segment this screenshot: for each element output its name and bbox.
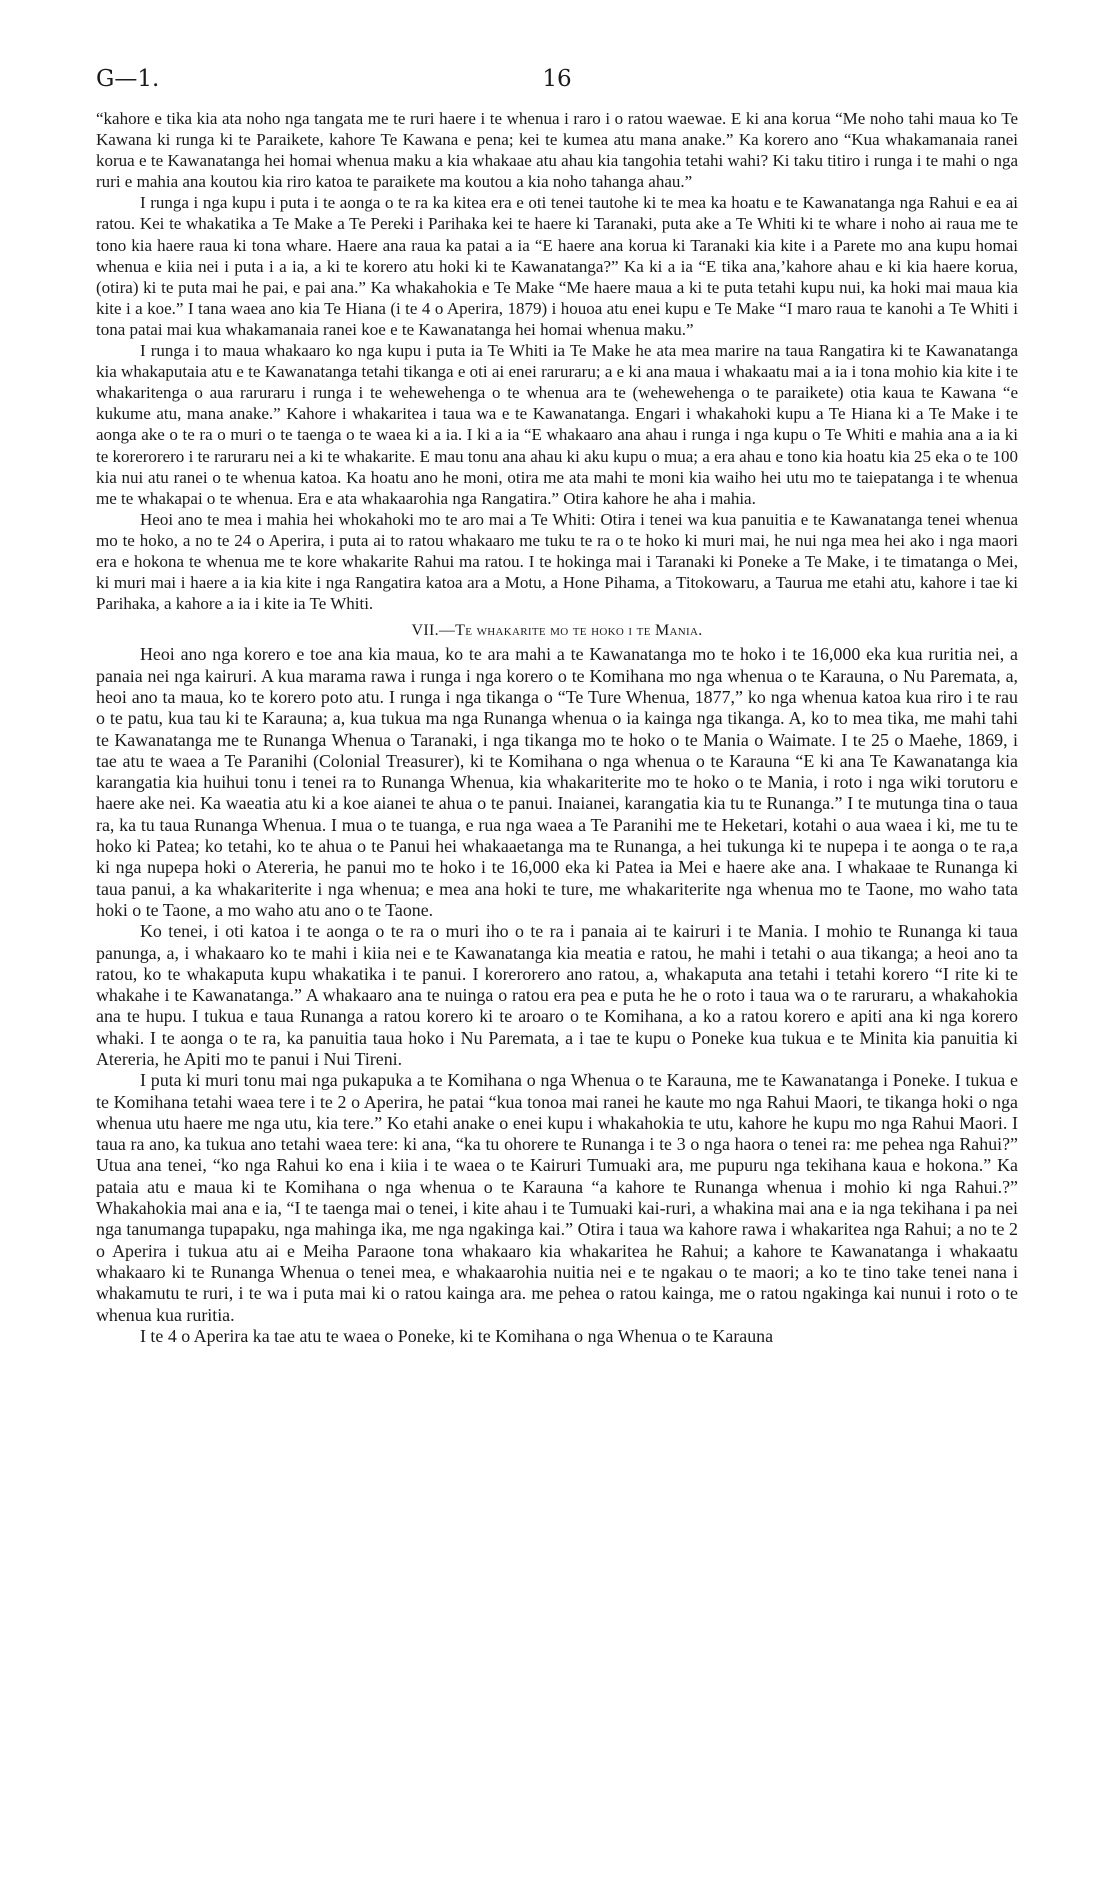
paragraph: Ko tenei, i oti katoa i te aonga o te ra o muri iho o te ra i panaia ai te kairuri i te Mania. I mohio te Runanga ki taua panunga, a, i whakaaro ko te mahi i kiia nei e te Kawanatanga kia meatia e ratou, he mahi i tetahi o aua tikanga; a heoi ano ta ratou, ko te whakaputa kupu whakatika i te panui. I korerorero ano ratou, a, whakaputa ana tetahi i tetahi korero “I rite ki te whakahe i te Kawanatanga.” A whakaaro ana te nuinga o ratou era pea e puta he he o roto i taua wa o te raruraru, a whakahokia ana te hupu. I tukua e taua Runanga a ratou korero ki te aroaro o te Komihana, a ko a ratou korero e apiti ana ki nga korero whaki. I te aonga o te ra, ka panuitia taua hoko i Nu Paremata, a i tae te kupu o Poneke kua tukua e te Minita kia panuitia ki Atereria, he Apiti mo te panui i Nui Tireni. bbox=[96, 921, 1018, 1069]
section-heading: VII.—Te whakarite mo te hoko i te Mania. bbox=[411, 622, 703, 640]
paragraph: Heoi ano te mea i mahia hei whokahoki mo te aro mai a Te Whiti: Otira i tenei wa kua panuitia e te Kawanatanga tenei whenua mo te hoko, a no te 24 o Aperira, i puta ai to ratou whakaaro me tuku te ra o te hoko ki muri mai, he nui nga mea hei ako i nga maori era e hokona te whenua me te kore whakarite Rahui ma ratou. I te hokinga mai i Taranaki ki Poneke a Te Make, i te timatanga o Mei, ki muri mai i haere a ia kia kite i nga Rangatira katoa ara a Motu, a Hone Pihama, a Titokowaru, a Taurua me etahi atu, kahore i tae ki Parihaka, a kahore a ia i kite ia Te Whiti. bbox=[96, 509, 1018, 614]
document-code: G—1. bbox=[96, 66, 160, 92]
page-header bbox=[96, 66, 1018, 96]
paragraph: I te 4 o Aperira ka tae atu te waea o Poneke, ki te Komihana o nga Whenua o te Karauna bbox=[140, 1325, 774, 1346]
paragraph: I puta ki muri tonu mai nga pukapuka a te Komihana o nga Whenua o te Karauna, me te Kawanatanga i Poneke. I tukua e te Komihana tetahi waea tere i te 2 o Aperira, he patai “kua tonoa mai ranei he kaute mo nga Rahui Maori, te tikanga hoki o nga whenua utu haere me nga utu, kia tere.” Ko etahi anake o enei kupu i whakahokia te utu, kahore he kupu mo nga Rahui Maori. I taua ra ano, ka tukua ano tetahi waea tere: ki ana, “ka tu ohorere te Runanga i te 3 o nga haora o tenei ra: me pehea nga Rahui?” Utua ana tenei, “ko nga Rahui ko ena i kiia i te waea o te Kairuri Tumuaki ara, me pupuru nga tekihana kaua e hokona.” Ka pataia atu e maua ki te Komihana o nga whenua o te Karauna “a kahore te Runanga whenua i mohio ki nga Rahui.?” Whakahokia mai ana e ia, “I te taenga mai o tenei, i kite ahau i te Tumuaki kai-ruri, a whakina mai ana e ia nga tekihana i pa nei nga tanumanga tupapaku, nga mahinga ika, me nga ngakinga kai.” Otira i taua wa kahore rawa i whakaritea nga Rahui; a no te 2 o Aperira i tukua atu ai e Meiha Paraone tona whakaaro kia whakaritea he Rahui; a kahore te Kawanatanga i whakaatu whakaaro ki te Runanga Whenua o tenei mea, e whakaarohia nuitia nei e te ngakau o te maori; a ko te tino take tenei nana i whakamutu te ruri, i te wa i puta mai ki o ratou kainga ara. me pehea o ratou kainga, me o ratou ngakinga kai nunui i roto o te whenua kua ruritia. bbox=[96, 1070, 1018, 1325]
body-text bbox=[96, 108, 1018, 1347]
paragraph: Heoi ano nga korero e toe ana kia maua, ko te ara mahi a te Kawanatanga mo te hoko i te 16,000 eka kua ruritia nei, a panaia nei nga kairuri. A kua marama rawa i runga i nga korero o te Komihana mo nga whenua o te Karauna, o Nu Paremata, a, heoi ano ta maua, ko te korero poto atu. I runga i nga tikanga o “Te Ture Whenua, 1877,” ko nga whenua katoa kua riro i te rau o te patu, kua tau ki te Karauna; a, kua tukua ma nga Runanga whenua o ia kainga nga tikanga. A, ko to mea tika, me mahi tahi te Kawanatanga me te Runanga Whenua o Taranaki, i nga tikanga mo te hoko o te Mania o Waimate. I te 25 o Maehe, 1869, i tae atu te waea a Te Paranihi (Colonial Treasurer), ki te Komihana o nga whenua o te Karauna “E ki ana Te Kawanatanga kia karangatia kia huihui tonu i tenei ra to Runanga Whenua, kia whakariterite mo te hoko o te Mania, i roto i nga wiki torutoru e haere ake nei. Ka waeatia atu ki a koe aianei te ahua o te panui. Inaianei, karangatia kia tu te Runanga.” I te mutunga tina o taua ra, ka tu taua Runanga Whenua. I mua o te tuanga, e rua nga waea a Te Paranihi me te Heketari, kotahi o aua waea i ki, me tu te hoko ki Patea; ko tetahi, ko te ahua o te Panui hei whakaaetanga ma te Runanga, a hei tukunga ki te nupepa i te aonga o te ra,a ki nga nupepa hoki o Atereria, he panui mo te hoko i te 16,000 eka ki Patea ia Mei e haere ake ana. I whakaae te Runanga ki taua panui, a ka whakariterite i nga whenua; e mea ana hoki te ture, me whakariterite nga whenua mo te Taone, mo waho tata hoki o te Taone, a mo waho atu ano o te Taone. bbox=[96, 644, 1018, 920]
paragraph: I runga i nga kupu i puta i te aonga o te ra ka kitea era e oti tenei tautohe ki te mea ka hoatu e te Kawanatanga nga Rahui e ea ai ratou. Kei te whakatika a Te Make a Te Pereki i Parihaka kei te haere ki Taranaki, puta ake a Te Whiti ki te whare i noho ai raua me te tono kia haere raua ki tona whare. Haere ana raua ka patai a ia “E haere ana korua ki Taranaki kia kite i a Parete mo ana kupu homai whenua e kiia nei i puta i a ia, a ki te korero atu hoki ki te Kawanatanga?” Ka ki a ia “E tika ana,’kahore ahau e ki kia haere korua, (otira) ki te puta mai he pai, e pai ana.” Ka whakahokia e Te Make “Me haere maua a ki te puta tetahi kupu nui, ka hoki mai maua kia kite i a koe.” I tana waea ano kia Te Hiana (i te 4 o Aperira, 1879) i houoa atu enei kupu e Te Make “I maro raua te kanohi a Te Whiti i tona patai mai kua whakamanaia ranei koe e te Kawanatanga hei homai whenua maku.” bbox=[96, 193, 1018, 339]
paragraph: I runga i to maua whakaaro ko nga kupu i puta ia Te Whiti ia Te Make he ata mea marire na taua Rangatira ki te Kawanatanga kia whakaputaia atu e te Kawanatanga tetahi tikanga e oti ai enei raruraru; a e ki ana maua i whakaatu mai a ia i tona mohio kia kite i te whakaritenga o aua raruraru i runga i te wehewehenga o te whenua ara te (wehewehenga o te paraikete) otia kaua te Kawana “e kukume atu, mana anake.” Kahore i whakaritea i taua wa e te Kawanatanga. Engari i whakahoki kupu a Te Hiana ki a Te Make i te aonga ake o te ra o muri o te taenga o te waea ki a ia. I ki a ia “E whakaaro ana ahau i runga i nga kupu o Te Whiti e mahia ana a ia ki te korerorero i te raruraru nei a ki te whakarite. E mau tonu ana ahau ki aku kupu o mua; a era ahau e tono kia hoatu kia 25 eka o te 100 kia nui atu ranei o te whenua katoa. Ka hoatu ano he moni, otira me ata mahi te moni kia waiho hei utu mo te taiepatanga i te whenua me te whakapai o te whenua. Era e ata whakaarohia nga Rangatira.” Otira kahore he aha i mahia. bbox=[96, 341, 1018, 508]
page-number: 16 bbox=[542, 66, 572, 92]
paragraph: “kahore e tika kia ata noho nga tangata me te ruri haere i te whenua i raro i o ratou waewae. E ki ana korua “Me noho tahi maua ko Te Kawana ki runga ki te Paraikete, kahore Te Kawana e pena; kei te kumea atu mana anake.” Ka korero ano “Kua whakamanaia ranei korua e te Kawanatanga hei homai whenua maku a kia whakaae atu ahau kia tangohia tetahi wahi? Ki taku titiro i runga i te mahi o nga ruri e mahia ana koutou kia riro katoa te paraikete ma koutou a kia noho tahanga ahau.” bbox=[96, 109, 1018, 192]
